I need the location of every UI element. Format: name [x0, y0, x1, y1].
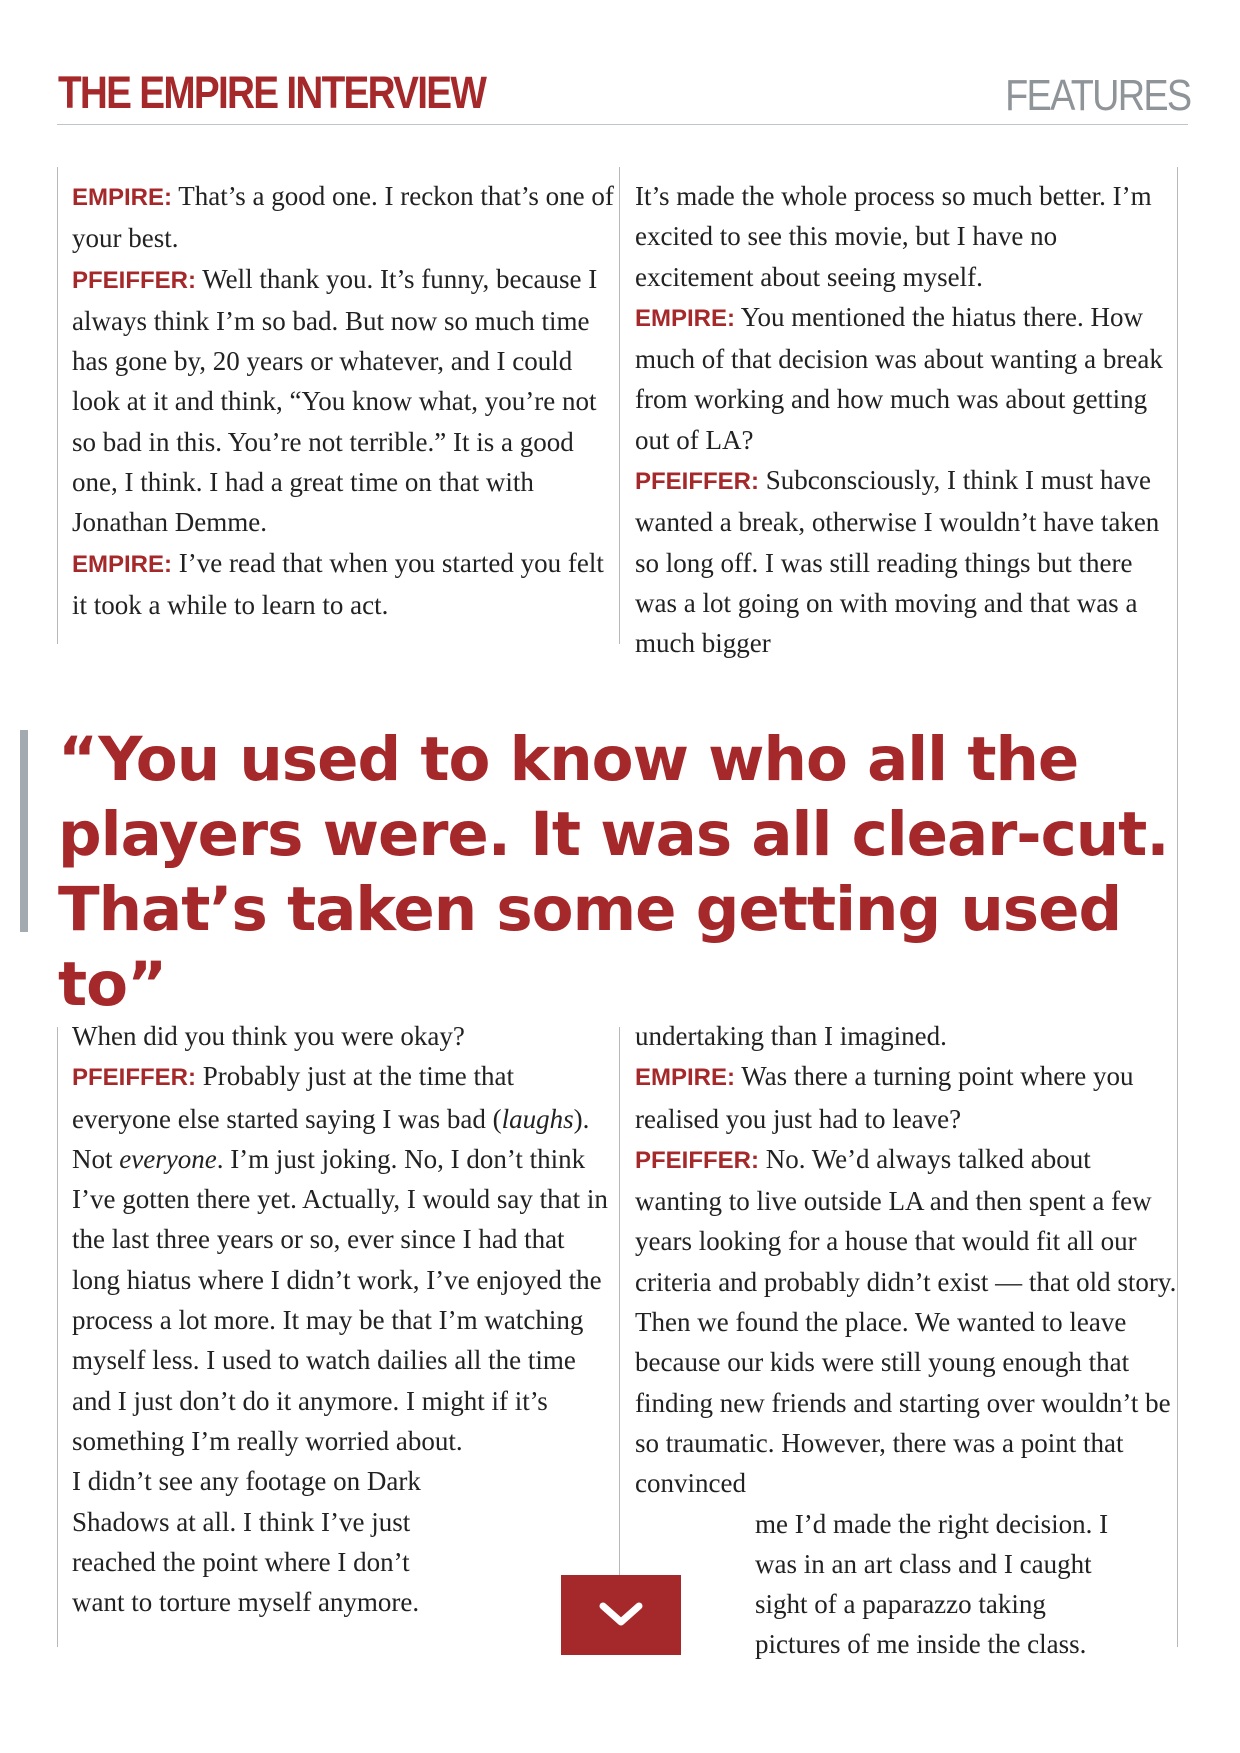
pull-quote: “You used to know who all the players were. It was all clear-cut. That’s taken some getting used to”: [58, 724, 1169, 1020]
speaker-label: PFEIFFER:: [72, 1064, 196, 1092]
qa-paragraph: PFEIFFER: Probably just at the time that everyone else started saying I was bad (laughs). Not everyone. I’m just joking. No, I don’t think I’ve gotten there yet. Actually, I would say that in the last three years or so, ever since I had that long hiatus where I didn’t work, I’ve enjoyed the process a lot more. It may be that I’m watching myself less. I used to watch dailies all the time and I just don’t do it anymore. I might if it’s something I’m really worried about.: [72, 1061, 608, 1456]
column-rule: [619, 167, 620, 644]
qa-paragraph: PFEIFFER: Well thank you. It’s funny, because I always think I’m so bad. But now so much time has gone by, 20 years or whatever, and I could look at it and think, “You know what, you’re not so bad in this. You’re not terrible.” It is a good one, I think. I had a great time on that with Jonathan Demme.: [72, 263, 598, 538]
speaker-label: PFEIFFER:: [72, 266, 196, 294]
column-rule: [57, 1027, 58, 1647]
speaker-label: PFEIFFER:: [635, 468, 759, 496]
next-page-button[interactable]: [561, 1575, 681, 1655]
qa-paragraph: EMPIRE: That’s a good one. I reckon that’s one of your best.: [72, 181, 614, 254]
article-column-top-left: [72, 176, 617, 625]
qa-paragraph: EMPIRE: Was there a turning point where you realised you just had to leave?: [635, 1061, 1134, 1134]
qa-paragraph: PFEIFFER: Subconsciously, I think I must have wanted a break, otherwise I wouldn’t have taken so long off. I was still reading things but there was a lot going on with moving and that was a much bigger: [635, 465, 1160, 659]
speaker-label: EMPIRE:: [72, 184, 173, 211]
qa-paragraph: EMPIRE: You mentioned the hiatus there. How much of that decision was about wanting a break from working and how much was about getting out of LA?: [635, 301, 1163, 455]
qa-paragraph: It’s made the whole process so much better. I’m excited to see this movie, but I have no excitement about seeing myself.: [635, 181, 1152, 292]
qa-paragraph: undertaking than I imagined.: [635, 1021, 947, 1051]
header-divider: [57, 124, 1188, 125]
speaker-label: EMPIRE:: [635, 1064, 736, 1092]
chevron-down-icon: [598, 1600, 644, 1630]
article-column-top-right: [635, 176, 1180, 664]
article-column-bottom-right: [635, 1016, 1180, 1665]
article-column-bottom-left: [72, 1016, 617, 1622]
qa-paragraph: EMPIRE: I’ve read that when you started you felt it took a while to learn to act.: [72, 547, 604, 620]
indented-text-block: me I’d made the right decision. I was in an art class and I caught sight of a paparazzo taking pictures of me inside the class.: [755, 1508, 1109, 1660]
qa-paragraph: When did you think you were okay?: [72, 1021, 465, 1051]
column-rule: [57, 167, 58, 644]
section-label: FEATURES: [1004, 71, 1190, 120]
speaker-label: EMPIRE:: [635, 304, 736, 332]
qa-paragraph: PFEIFFER: No. We’d always talked about wanting to live outside LA and then spent a few years looking for a house that would fit all our criteria and probably didn’t exist — that old story. Then we found the place. We wanted to leave because our kids were still young enough that finding new friends and starting over wouldn’t be so traumatic. However, there was a point that convinced: [635, 1143, 1177, 1499]
pull-quote-bar: [20, 730, 28, 932]
speaker-label: PFEIFFER:: [635, 1146, 759, 1174]
narrow-text-block: I didn’t see any footage on Dark Shadows at all. I think I’ve just reached the point where I don’t want to torture myself anymore.: [72, 1466, 421, 1618]
speaker-label: EMPIRE:: [72, 550, 173, 578]
magazine-section-title: THE EMPIRE INTERVIEW: [58, 67, 486, 118]
column-rule: [619, 1027, 620, 1577]
